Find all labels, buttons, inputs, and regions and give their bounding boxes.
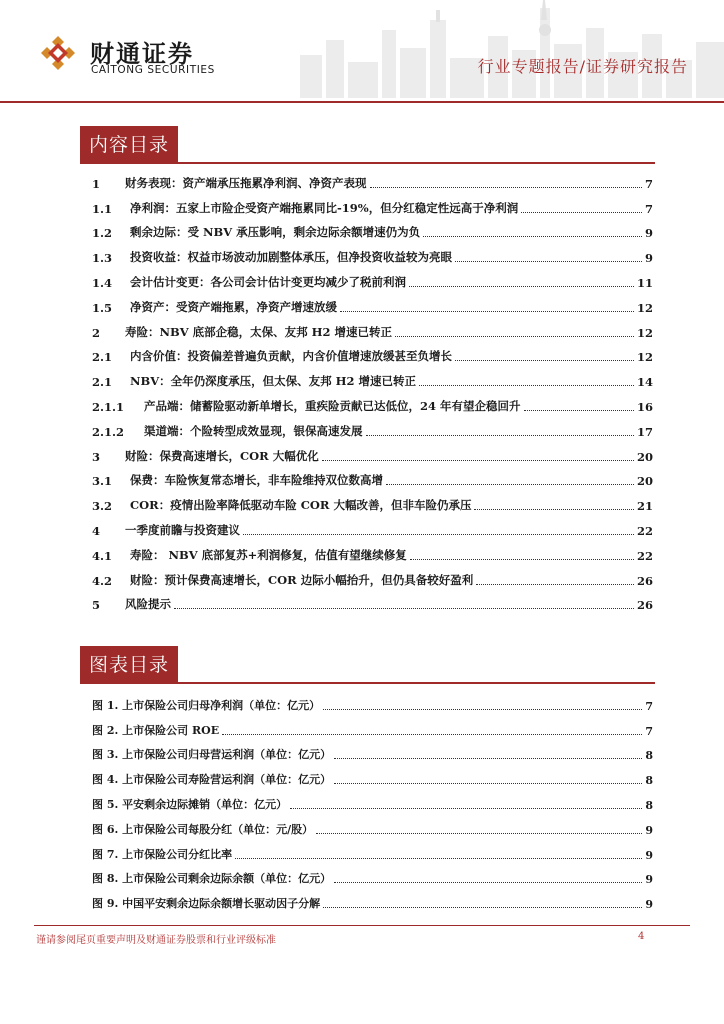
toc-entry-number: 1.3 [92,251,113,266]
toc-entry-number: 4.2 [92,573,113,588]
toc-entry[interactable] [92,389,653,414]
toc-entry-page: 22 [636,548,653,563]
toc-entry[interactable] [92,265,653,290]
toc-entry-page: 26 [636,598,653,613]
toc-entry-title: 财务表现：资产端承压拖累净利润、净资产表现 [125,175,367,190]
dot-leader [243,534,634,535]
figure-entry-page: 8 [645,774,653,788]
toc-entry-title: 寿险：NBV 底部企稳，太保、友邦 H2 增速已转正 [125,324,393,339]
figure-entry[interactable] [92,787,653,812]
toc-entry[interactable] [92,464,653,489]
toc-entry-page: 9 [644,226,653,241]
toc-entry-title: 一季度前瞻与投资建议 [125,522,240,537]
figures-section-header [80,646,655,684]
toc-entry-title: 财险：保费高速增长，COR 大幅优化 [125,448,319,463]
toc-entry-title: 剩余边际：受 NBV 承压影响，剩余边际余额增速仍为负 [130,225,421,240]
figure-entry-page: 8 [645,798,653,812]
toc-entry-page: 12 [636,350,653,365]
figure-entry-page: 9 [645,823,653,837]
toc-entry-number: 1.5 [92,300,113,315]
dot-leader [524,410,634,411]
toc-entry-title: 净资产：受资产端拖累，净资产增速放缓 [130,299,337,314]
toc-heading: 内容目录 [80,126,178,164]
toc-entry-number: 3.2 [92,499,113,514]
figure-entry-title: 图 4. 上市保险公司寿险营运利润（单位：亿元） [92,773,332,787]
dot-leader [366,435,634,436]
page-header [0,0,724,105]
dot-leader [290,808,642,809]
list-of-figures [92,688,653,911]
toc-entry[interactable] [92,414,653,439]
caitong-logo-icon [40,35,76,71]
toc-entry[interactable] [92,488,653,513]
figure-entry[interactable] [92,886,653,911]
toc-entry-page: 21 [636,499,653,514]
figure-entry-page: 9 [645,848,653,862]
toc-entry-page: 20 [636,449,653,464]
header-divider [0,101,724,103]
table-of-contents [92,166,653,612]
dot-leader [235,858,642,859]
toc-entry-page: 7 [644,176,653,191]
toc-entry-page: 12 [636,325,653,340]
toc-entry[interactable] [92,513,653,538]
dot-leader [334,783,642,784]
toc-entry-page: 17 [636,424,653,439]
dot-leader [423,236,642,237]
city-skyline-background [300,0,724,98]
dot-leader [476,584,634,585]
figure-entry-page: 7 [645,699,653,713]
footer-divider [34,925,690,926]
toc-entry-number: 2.1.2 [92,424,125,439]
page-number: 4 [638,931,645,942]
toc-entry-title: 寿险： NBV 底部复苏+利润修复，估值有望继续修复 [130,547,407,562]
toc-entry[interactable] [92,563,653,588]
toc-entry-title: 保费：车险恢复常态增长，非车险维持双位数高增 [130,473,383,488]
dot-leader [222,734,642,735]
figure-entry[interactable] [92,762,653,787]
figure-entry-page: 9 [645,873,653,887]
figure-entry-title: 图 5. 平安剩余边际摊销（单位：亿元） [92,797,288,811]
report-type: 行业专题报告/证券研究报告 [477,57,688,76]
toc-entry-number: 3.1 [92,474,113,489]
dot-leader [370,187,642,188]
dot-leader [455,261,642,262]
toc-entry-number: 2.1 [92,350,113,365]
dot-leader [419,385,634,386]
toc-entry-number: 3 [92,449,101,464]
figure-entry[interactable] [92,862,653,887]
toc-entry[interactable] [92,538,653,563]
figure-entry-title: 图 9. 中国平安剩余边际余额增长驱动因子分解 [92,897,321,911]
toc-entry[interactable] [92,340,653,365]
brand-name-cn: 财通证券 [90,40,194,68]
toc-entry-number: 1.2 [92,226,113,241]
toc-entry-page: 26 [636,573,653,588]
dot-leader [386,484,634,485]
toc-entry[interactable] [92,290,653,315]
figure-entry[interactable] [92,713,653,738]
toc-entry[interactable] [92,588,653,613]
toc-entry[interactable] [92,216,653,241]
toc-entry-page: 12 [636,300,653,315]
toc-entry-number: 1.1 [92,201,113,216]
toc-section-header [80,126,655,164]
figure-entry[interactable] [92,738,653,763]
toc-entry-page: 7 [644,201,653,216]
toc-entry-page: 11 [636,275,653,290]
figure-entry[interactable] [92,688,653,713]
dot-leader [323,907,642,908]
toc-entry-number: 1 [92,176,101,191]
figures-heading-rule [80,682,655,684]
dot-leader [334,758,642,759]
toc-entry-title: 渠道端：个险转型成效显现，银保高速发展 [144,423,363,438]
toc-entry[interactable] [92,191,653,216]
toc-entry[interactable] [92,315,653,340]
toc-entry-number: 4 [92,523,101,538]
toc-heading-rule [80,162,655,164]
figure-entry[interactable] [92,812,653,837]
toc-entry-title: 财险：预计保费高速增长，COR 边际小幅抬升，但仍具备较好盈利 [130,572,474,587]
dot-leader [410,559,634,560]
dot-leader [409,286,634,287]
toc-entry-title: 产品端：储蓄险驱动新单增长，重疾险贡献已达低位，24 年有望企稳回升 [144,398,521,413]
dot-leader [340,311,634,312]
figures-heading: 图表目录 [80,646,178,684]
figure-entry-page: 8 [645,749,653,763]
dot-leader [322,460,634,461]
dot-leader [316,833,642,834]
figure-entry[interactable] [92,837,653,862]
toc-entry-page: 20 [636,474,653,489]
toc-entry-page: 22 [636,523,653,538]
toc-entry-number: 2.1.1 [92,399,125,414]
footer-disclaimer: 谨请参阅尾页重要声明及财通证券股票和行业评级标准 [36,935,276,946]
dot-leader [395,336,634,337]
dot-leader [455,360,634,361]
toc-entry[interactable] [92,439,653,464]
toc-entry-number: 2 [92,325,101,340]
toc-entry-title: NBV：全年仍深度承压，但太保、友邦 H2 增速已转正 [130,374,417,389]
toc-entry-page: 16 [636,399,653,414]
toc-entry[interactable] [92,240,653,265]
figure-entry-title: 图 6. 上市保险公司每股分红（单位：元/股） [92,822,314,836]
figure-entry-title: 图 7. 上市保险公司分红比率 [92,847,233,861]
figure-entry-title: 图 1. 上市保险公司归母净利润（单位：亿元） [92,698,321,712]
figure-entry-title: 图 2. 上市保险公司 ROE [92,723,220,737]
figure-entry-page: 9 [645,898,653,912]
dot-leader [474,509,634,510]
toc-entry-title: 会计估计变更：各公司会计估计变更均减少了税前利润 [130,274,406,289]
toc-entry-number: 5 [92,598,101,613]
dot-leader [174,608,634,609]
toc-entry[interactable] [92,166,653,191]
toc-entry-page: 9 [644,251,653,266]
toc-entry-page: 14 [636,375,653,390]
dot-leader [334,882,642,883]
toc-entry-title: 风险提示 [125,597,171,612]
toc-entry-title: 投资收益：权益市场波动加剧整体承压，但净投资收益较为亮眼 [130,250,452,265]
dot-leader [323,709,642,710]
toc-entry[interactable] [92,364,653,389]
figure-entry-page: 7 [645,724,653,738]
figure-entry-title: 图 8. 上市保险公司剩余边际余额（单位：亿元） [92,872,332,886]
toc-entry-number: 4.1 [92,548,113,563]
dot-leader [521,212,642,213]
toc-entry-number: 2.1 [92,375,113,390]
brand-name-en: CAITONG SECURITIES [91,64,215,76]
toc-entry-title: 内含价值：投资偏差普遍负贡献，内含价值增速放缓甚至负增长 [130,349,452,364]
figure-entry-title: 图 3. 上市保险公司归母营运利润（单位：亿元） [92,748,332,762]
toc-entry-title: COR：疫情出险率降低驱动车险 COR 大幅改善，但非车险仍承压 [130,498,472,513]
toc-entry-number: 1.4 [92,275,113,290]
toc-entry-title: 净利润：五家上市险企受资产端拖累同比-19%，但分红稳定性远高于净利润 [130,200,519,215]
